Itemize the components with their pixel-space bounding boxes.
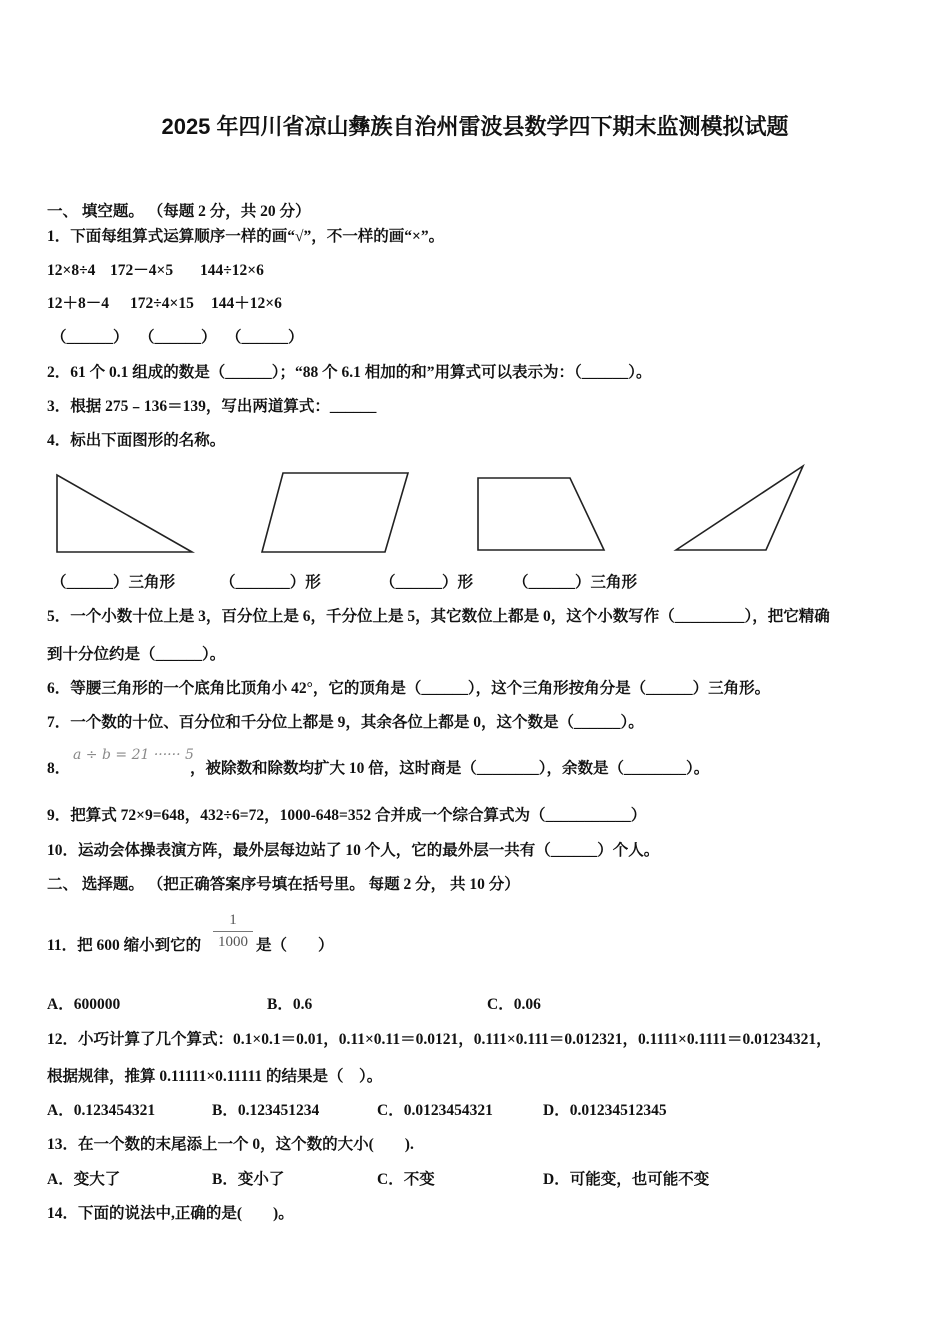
q13-option-a: A．变大了: [47, 1171, 121, 1188]
q2-text: 2．61 个 0.1 组成的数是（______）；“88 个 6.1 相加的和”用算式可以表示为：（______）。: [47, 364, 652, 381]
q1-blank-2: （______）: [139, 329, 217, 346]
q1-prompt: 1．下面每组算式运算顺序一样的画“√”，不一样的画“×”。: [47, 228, 445, 245]
q1-blank-3: （______）: [226, 329, 304, 346]
q9-text: 9．把算式 72×9=648，432÷6=72，1000-648=352 合并成一个综合算式为（___________）: [47, 807, 647, 824]
q1-row2-expr-3: 144＋12×6: [211, 295, 282, 312]
q1-blank-1: （______）: [51, 329, 129, 346]
q13-text: 13．在一个数的末尾添上一个 0，这个数的大小( ).: [47, 1136, 414, 1153]
q12-line-2: 根据规律，推算 0.11111×0.11111 的结果是（ ）。: [47, 1068, 383, 1085]
q5-line-2: 到十分位约是（______）。: [47, 646, 226, 663]
parallelogram-shape: [262, 473, 408, 552]
q13-option-b: B．变小了: [212, 1171, 285, 1188]
q1-row2-expr-1: 12＋8－4: [47, 295, 110, 312]
q1-row1-expr-1: 12×8÷4: [47, 262, 96, 279]
obtuse-triangle-shape: [676, 466, 803, 550]
right-triangle-shape: [57, 475, 192, 552]
q8-number: 8．: [47, 760, 71, 777]
q1-row2-expr-2: 172÷4×15: [130, 295, 194, 312]
q4-label-3: （______）形: [380, 574, 474, 591]
q4-prompt: 4．标出下面图形的名称。: [47, 432, 226, 449]
q10-text: 10．运动会体操表演方阵，最外层每边站了 10 个人，它的最外层一共有（______）个人。: [47, 842, 660, 859]
q14-text: 14．下面的说法中,正确的是( )。: [47, 1205, 294, 1222]
q11-fraction-numerator: 1: [229, 912, 237, 928]
q11-option-b: B．0.6: [267, 996, 313, 1013]
q11-fraction-denominator: 1000: [218, 934, 248, 950]
q13-option-c: C．不变: [377, 1171, 435, 1188]
q3-text: 3．根据 275﹣136＝139，写出两道算式：______: [47, 398, 377, 415]
q8-formula: a ÷ b = 21 ······ 5: [73, 747, 194, 763]
q11-text-before: 11．把 600 缩小到它的: [47, 937, 202, 954]
q5-line-1: 5．一个小数十位上是 3，百分位上是 6，千分位上是 5，其它数位上都是 0，这个小数写作（_________），把它精确: [47, 608, 830, 625]
trapezoid-shape: [478, 478, 604, 550]
section-1-heading: 一、 填空题。 （每题 2 分，共 20 分）: [47, 203, 311, 220]
q13-option-d: D．可能变，也可能不变: [543, 1171, 710, 1188]
q8-text: ，被除数和除数均扩大 10 倍，这时商是（________），余数是（________）。: [190, 760, 710, 777]
q4-label-1: （______）三角形: [51, 574, 176, 591]
q4-label-4: （______）三角形: [513, 574, 638, 591]
q1-row1-expr-2: 172－4×5: [110, 262, 174, 279]
q7-text: 7．一个数的十位、百分位和千分位上都是 9，其余各位上都是 0，这个数是（______）。: [47, 714, 644, 731]
q1-row1-expr-3: 144÷12×6: [200, 262, 264, 279]
q11-text-after: 是（ ）: [256, 937, 334, 954]
q11-fraction: [212, 910, 254, 952]
q6-text: 6．等腰三角形的一个底角比顶角小 42°，它的顶角是（______），这个三角形按角分是（______）三角形。: [47, 680, 771, 697]
q4-shapes: [0, 455, 950, 565]
q12-line-1: 12．小巧计算了几个算式：0.1×0.1＝0.01，0.11×0.11＝0.0121，0.111×0.111＝0.012321，0.1111×0.1111＝0.01234321，: [47, 1031, 832, 1048]
q12-option-b: B．0.123451234: [212, 1102, 320, 1119]
q11-option-c: C．0.06: [487, 996, 541, 1013]
q11-option-a: A．600000: [47, 996, 121, 1013]
q12-option-c: C．0.0123454321: [377, 1102, 493, 1119]
section-2-heading: 二、 选择题。 （把正确答案序号填在括号里。 每题 2 分， 共 10 分）: [47, 876, 520, 893]
q4-label-2: （_______）形: [220, 574, 321, 591]
q12-option-d: D．0.01234512345: [543, 1102, 667, 1119]
page-title: 2025 年四川省凉山彝族自治州雷波县数学四下期末监测模拟试题: [161, 114, 789, 139]
q12-option-a: A．0.123454321: [47, 1102, 156, 1119]
